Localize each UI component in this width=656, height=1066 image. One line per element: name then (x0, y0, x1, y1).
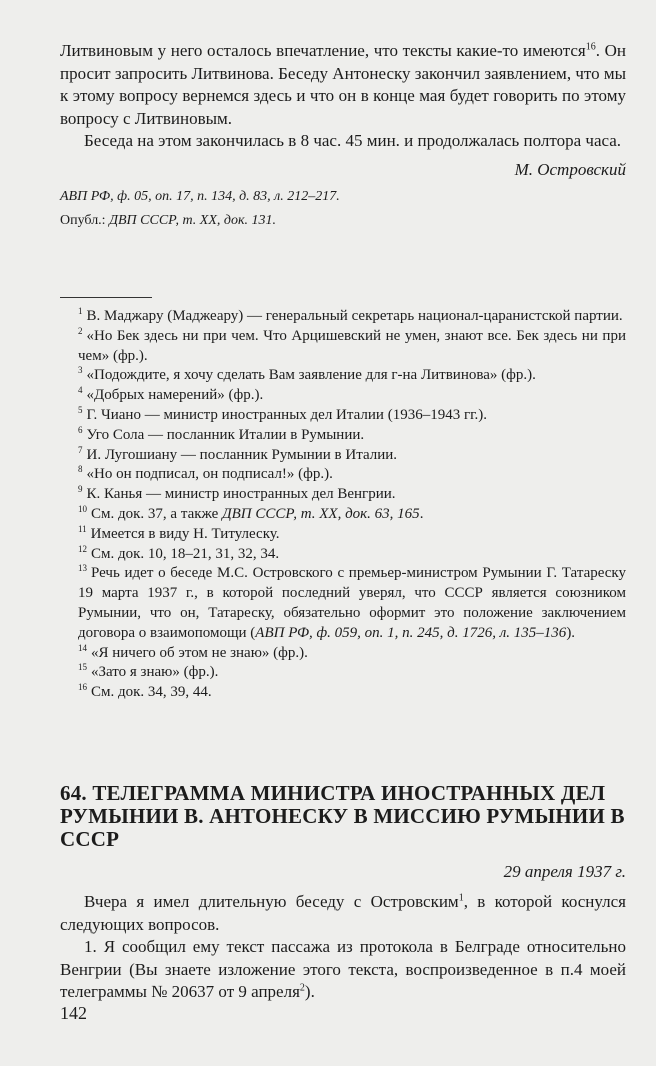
footnote-text: «Но Бек здесь ни при чем. Что Арцишевский не умен, знают все. Бек здесь ни при чем» (фр.). (78, 327, 626, 364)
footnote-text: «Подождите, я хочу сделать Вам заявление для г-на Литвинова» (фр.). (86, 367, 536, 384)
paragraph: Беседа на этом закончилась в 8 час. 45 мин. и продолжалась полтора часа. (84, 131, 622, 151)
footnote-item (60, 545, 626, 565)
footnote-text: «Зато я знаю» (фр.). (91, 664, 219, 681)
document-64 (60, 782, 626, 1004)
footnote-item (60, 426, 626, 446)
footnote-text: Имеется в виду Н. Титулеску. (90, 525, 280, 542)
footnote-number: 14 (78, 642, 87, 653)
footnote-item (60, 564, 626, 643)
text-run: 1. Я сообщил ему текст пассажа из протокола в Белграде относительно Венгрии (Вы знаете изложение этого текста, воспроизведенное в п.4 моей телеграммы № 20637 от 9 апреля (60, 937, 626, 1002)
footnote-text: Речь идет о беседе М.С. Островского с премьер-министром Румынии Г. Татареску 19 марта 1937 г., в которой последний уверял, что СССР является союзником Румынии, что он, Татареску, обязательно оформит это положение заключением договора о взаимопомощи ( (78, 565, 626, 641)
footnotes (60, 307, 626, 703)
footnote-number: 5 (78, 404, 83, 415)
text-run: Литвиновым у него осталось впечатление, что тексты какие-то имеются (60, 41, 586, 60)
footnote-item (60, 505, 626, 525)
footnote-number: 13 (78, 563, 87, 574)
footnote-item (60, 683, 626, 703)
footnote-text: Г. Чиано — министр иностранных дел Италии (1936–1943 гг.). (86, 406, 488, 423)
footnote-number: 11 (78, 523, 87, 534)
footnote-text: См. док. 10, 18–21, 31, 32, 34. (91, 545, 280, 562)
footnote-number: 6 (78, 424, 83, 435)
document-title: ТЕЛЕГРАММА МИНИСТРА ИНОСТРАННЫХ ДЕЛ РУМЫНИИ В. АНТОНЕСКУ В МИССИЮ РУМЫНИИ В СССР (60, 781, 625, 851)
footnote-text: И. Лугошиану — посланник Румынии в Италии. (86, 446, 398, 463)
text-run: Вчера я имел длительную беседу с Островским (84, 892, 459, 911)
publication-reference (60, 213, 626, 229)
footnote-number: 9 (78, 484, 83, 495)
footnote-number: 3 (78, 365, 83, 376)
publ-ref: ДВП СССР, т. XX, док. 131. (109, 212, 276, 228)
footnote-text: «Но он подписал, он подписал!» (фр.). (86, 466, 333, 483)
footnote-italic-reference: АВП РФ, ф. 059, оп. 1, п. 245, д. 1726, л. 135–136 (255, 624, 567, 641)
footnote-item (60, 644, 626, 664)
paragraph (60, 936, 626, 1004)
continued-text (60, 40, 626, 229)
footnote-tail: . (419, 505, 424, 522)
footnote-item (60, 485, 626, 505)
footnote-number: 2 (78, 325, 83, 336)
archive-reference: АВП РФ, ф. 05, оп. 17, п. 134, д. 83, л. 212–217. (60, 188, 340, 204)
page-number: 142 (60, 1003, 87, 1023)
footnote-text: См. док. 34, 39, 44. (91, 684, 212, 701)
document-heading (60, 782, 626, 851)
footnote-number: 7 (78, 444, 83, 455)
footnote-item (60, 307, 626, 327)
footnote-text: «Добрых намерений» (фр.). (86, 387, 264, 404)
footnote-text: К. Канья — министр иностранных дел Венгрии. (86, 486, 396, 503)
footnote-item (60, 663, 626, 683)
text-run: , в которой коснулся следующих вопросов. (60, 892, 626, 934)
footnote-number: 12 (78, 543, 87, 554)
signature: М. Островский (514, 159, 626, 179)
footnote-item (60, 327, 626, 367)
text-run: ). (304, 982, 315, 1002)
footnote-divider (60, 297, 152, 298)
footnote-ref: 16 (585, 41, 596, 53)
footnote-item (60, 366, 626, 386)
footnote-tail: ). (566, 624, 576, 641)
footnote-item (60, 406, 626, 426)
footnote-number: 10 (78, 503, 87, 514)
paragraph (60, 891, 626, 936)
footnote-ref: 1 (458, 892, 464, 904)
footnote-number: 16 (78, 682, 87, 693)
text-run: . Он просит запросить Литвинова. Беседу Антонеску закончил заявлением, что мы к этому вопросу вернемся здесь и что он в конце мая будет говорить по этому вопросу с Литвиновым. (60, 41, 626, 128)
footnote-ref: 2 (299, 982, 305, 994)
footnote-italic-reference: ДВП СССР, т. XX, док. 63, 165 (222, 505, 420, 522)
footnote-item (60, 525, 626, 545)
document-date: 29 апреля 1937 г. (503, 862, 626, 881)
footnote-number: 8 (78, 464, 83, 475)
publ-label: Опубл.: (60, 212, 110, 228)
footnote-text: «Я ничего об этом не знаю» (фр.). (91, 644, 308, 661)
footnote-number: 15 (78, 662, 87, 673)
footnote-number: 1 (78, 306, 83, 316)
footnote-item (60, 386, 626, 406)
footnote-text: См. док. 37, а также (91, 505, 223, 522)
footnote-text: В. Маджару (Маджеару) — генеральный секретарь национал-царанистской партии. (86, 308, 623, 324)
footnote-item (60, 465, 626, 485)
footnote-text: Уго Сола — посланник Италии в Румынии. (86, 426, 365, 443)
footnote-number: 4 (78, 385, 83, 396)
paragraph (60, 40, 626, 130)
footnote-item (60, 446, 626, 466)
document-number: 64. (60, 781, 87, 805)
